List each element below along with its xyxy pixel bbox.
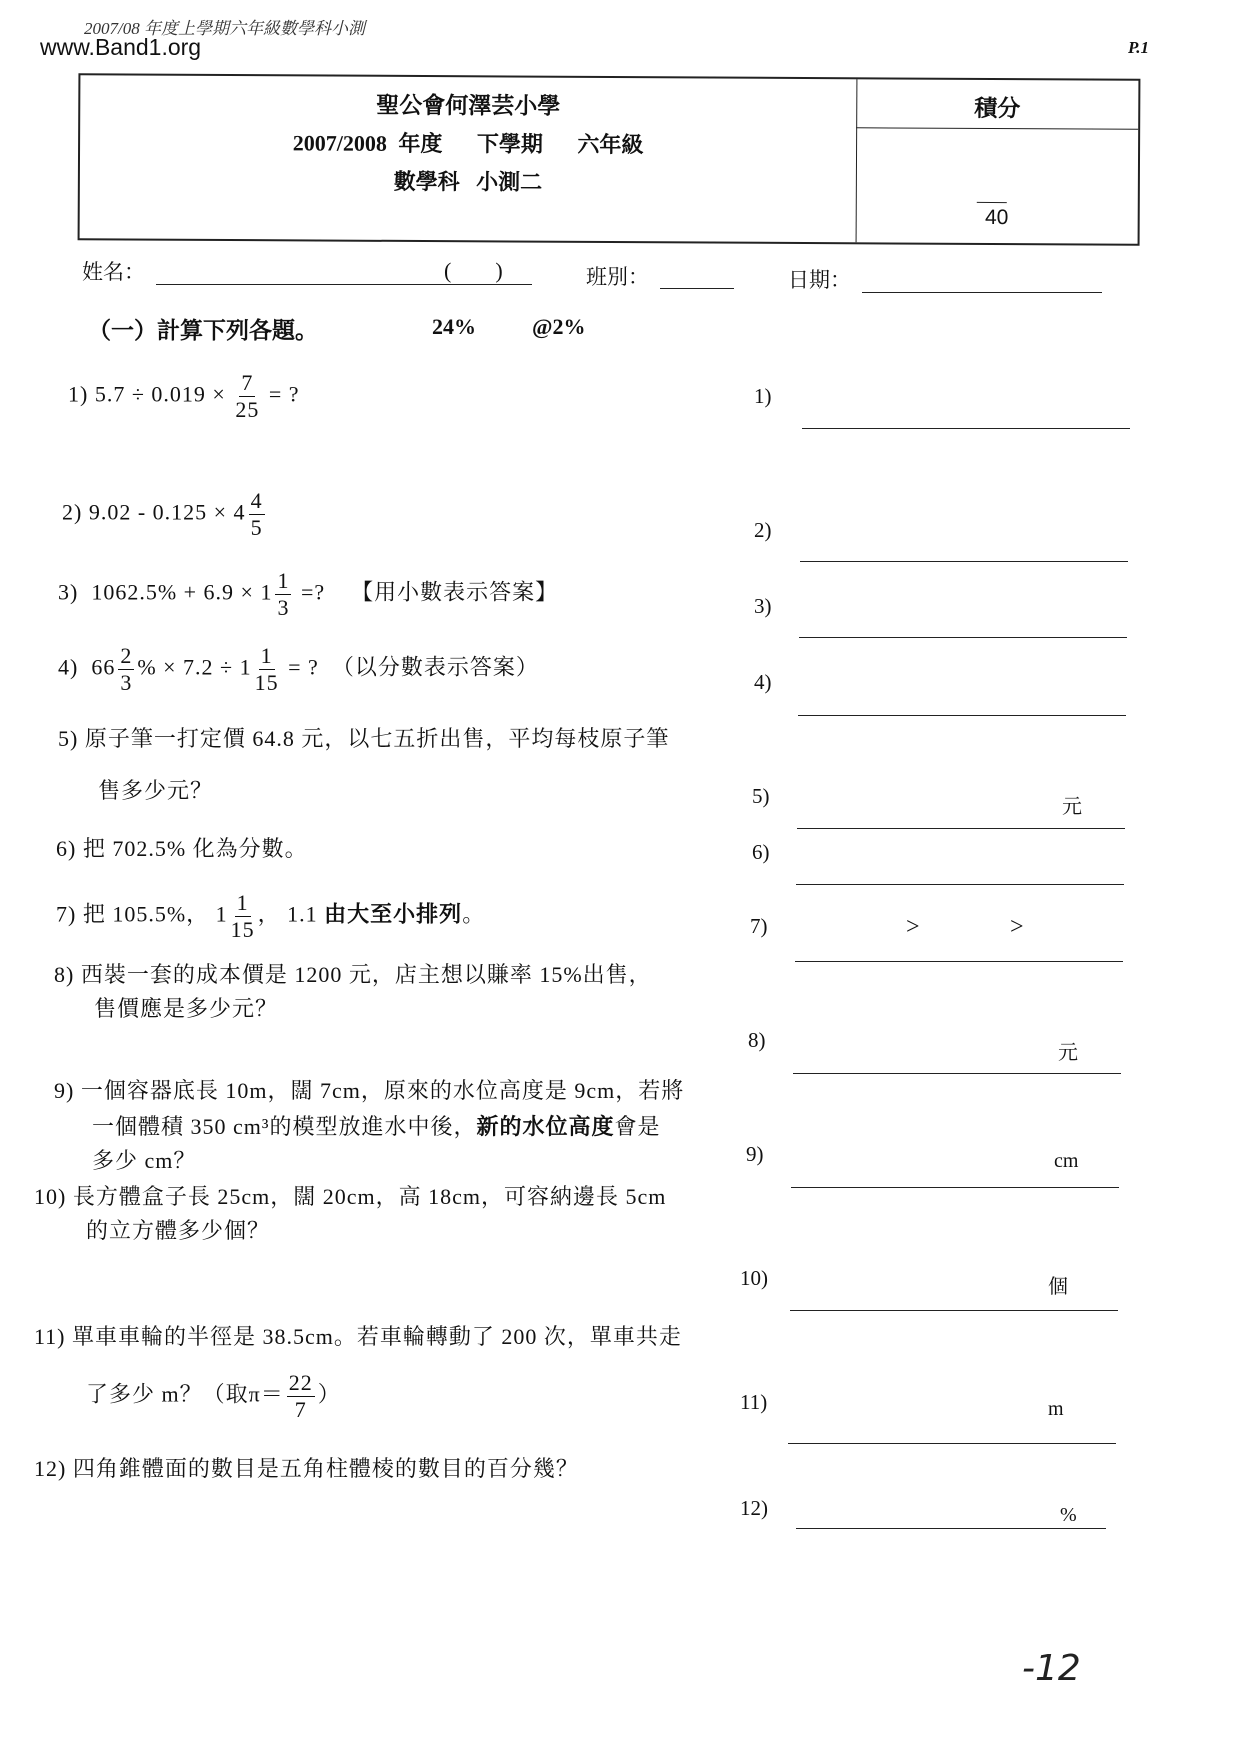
question-5: 5) 原子筆一打定價 64.8 元，以七五折出售，平均每枝原子筆 — [58, 726, 670, 751]
score-label: 積分 — [974, 95, 1021, 122]
fraction: $\frac{4}{5}$ — [250, 488, 263, 540]
question-9-line-3: 多少 cm？ — [92, 1148, 197, 1173]
class-field[interactable] — [660, 288, 734, 289]
answer-line-10[interactable] — [790, 1310, 1118, 1311]
question-9: 9) 一個容器底長 10m，闊 7cm，原來的水位高度是 9cm，若將 — [54, 1078, 685, 1103]
section-title: （一）計算下列各題。 — [88, 318, 318, 343]
running-title: 2007/08 年度上學期六年級數學科小測 — [84, 19, 365, 38]
grade: 六年級 — [577, 131, 644, 158]
answer-line-8[interactable] — [793, 1073, 1121, 1074]
answer-line-12[interactable] — [796, 1528, 1106, 1529]
section-each: @2% — [532, 314, 586, 339]
fraction: $\frac{22}{7}$ — [288, 1370, 313, 1422]
handwritten-score: -12 — [1022, 1648, 1081, 1689]
answer-label-1: 1) — [754, 384, 772, 408]
question-9-line-2: 一個體積 350 cm³的模型放進水中後，新的水位高度會是 — [92, 1114, 661, 1139]
class-label: 班別： — [586, 265, 649, 289]
question-8: 8) 西裝一套的成本價是 1200 元，店主想以賺率 15%出售， — [54, 962, 652, 987]
answer-label-2: 2) — [754, 518, 772, 542]
answer-label-3: 3) — [754, 594, 772, 618]
school-year: 2007/2008 年度 — [292, 130, 443, 157]
term: 下學期 — [476, 131, 543, 157]
test-name: 小測二 — [476, 169, 543, 195]
score-total: 40 — [984, 205, 1009, 230]
answer-unit-9: cm — [1054, 1150, 1079, 1172]
answer-label-11: 11) — [740, 1390, 768, 1414]
school-name: 聖公會何澤芸小學 — [376, 92, 561, 119]
answer-unit-12: % — [1060, 1504, 1077, 1526]
class-number-field[interactable]: ( ) — [444, 258, 503, 283]
answer-line-11[interactable] — [788, 1443, 1116, 1444]
year-line — [80, 125, 856, 160]
answer-label-10: 10) — [740, 1266, 768, 1290]
score-blank — [977, 202, 1007, 203]
question-6: 6) 把 702.5% 化為分數。 — [56, 836, 308, 861]
question-11-line-2: 了多少 m？（取π＝ $\frac{22}{7}$ ） — [86, 1370, 341, 1422]
answer-line-2[interactable] — [800, 561, 1128, 562]
fraction: $\frac{2}{3}$ — [120, 643, 133, 695]
question-11: 11) 單車車輪的半徑是 38.5cm。若車輪轉動了 200 次，單車共走 — [34, 1324, 682, 1349]
answer-unit-8: 元 — [1058, 1042, 1078, 1064]
answer-line-3[interactable] — [799, 637, 1127, 638]
order-sign-2: > — [1010, 914, 1024, 940]
score-divider — [856, 127, 1138, 129]
title-box — [78, 73, 1141, 246]
answer-line-6[interactable] — [796, 884, 1124, 885]
answer-unit-11: m — [1048, 1398, 1064, 1420]
subject-line — [80, 163, 856, 198]
question-8-line-2: 售價應是多少元？ — [94, 996, 279, 1021]
question-10-line-2: 的立方體多少個？ — [86, 1218, 271, 1243]
answer-label-4: 4) — [754, 670, 772, 694]
page-number: P.1 — [1128, 38, 1149, 57]
answer-line-9[interactable] — [791, 1187, 1119, 1188]
answer-line-7[interactable] — [795, 961, 1123, 962]
date-label: 日期： — [788, 268, 851, 292]
answer-label-8: 8) — [748, 1028, 766, 1052]
name-label: 姓名： — [82, 260, 145, 284]
answer-label-9: 9) — [746, 1142, 764, 1166]
answer-line-1[interactable] — [802, 428, 1130, 429]
answer-line-5[interactable] — [797, 828, 1125, 829]
date-field[interactable] — [862, 292, 1102, 293]
answer-label-5: 5) — [752, 784, 770, 808]
order-sign-1: > — [906, 914, 920, 940]
answer-line-4[interactable] — [798, 715, 1126, 716]
question-3: 3) 1062.5% + 6.9 × 1 $\frac{1}{3}$ =? 【用小數表示答案】 — [58, 568, 559, 620]
answer-label-6: 6) — [752, 840, 770, 864]
question-1: 1) 5.7 ÷ 0.019 × $\frac{7}{25}$ = ? — [68, 370, 300, 422]
fraction: $\frac{1}{15}$ — [230, 890, 255, 942]
fraction: $\frac{1}{15}$ — [254, 643, 279, 695]
section-total: 24% — [432, 314, 476, 339]
subject: 數學科 — [393, 168, 460, 195]
question-7: 7) 把 105.5%， 1 $\frac{1}{15}$ ， 1.1 由大至小排列。 — [56, 890, 486, 942]
answer-unit-5: 元 — [1062, 796, 1082, 818]
question-12: 12) 四角錐體面的數目是五角柱體棱的數目的百分幾？ — [34, 1456, 579, 1481]
fraction: $\frac{7}{25}$ — [235, 370, 260, 422]
question-10: 10) 長方體盒子長 25cm，闊 20cm，高 18cm，可容納邊長 5cm — [34, 1184, 667, 1209]
question-2: 2) 9.02 - 0.125 × 4 $\frac{4}{5}$ — [62, 488, 263, 540]
answer-unit-10: 個 — [1048, 1276, 1068, 1298]
fraction: $\frac{1}{3}$ — [277, 568, 290, 620]
question-5-line-2: 售多少元？ — [98, 778, 214, 803]
answer-label-7: 7) — [750, 914, 768, 938]
watermark: www.Band1.org — [40, 34, 202, 60]
answer-label-12: 12) — [740, 1496, 768, 1520]
question-4: 4) 66 $\frac{2}{3}$ % × 7.2 ÷ 1 $\frac{1}{15}$ = ? （以分數表示答案） — [58, 643, 539, 695]
